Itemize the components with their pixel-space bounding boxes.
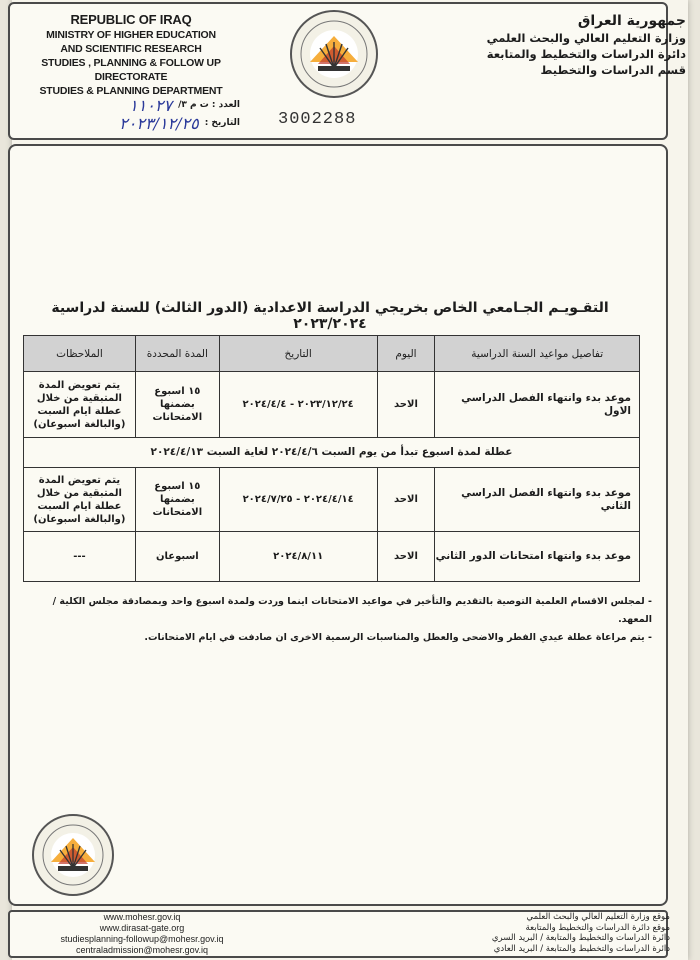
table-row [24, 468, 640, 532]
letterhead-en-line: STUDIES & PLANNING DEPARTMENT [39, 85, 223, 97]
footer-link[interactable]: centraladmission@mohesr.gov.iq [75, 945, 209, 955]
footer-link[interactable]: www.dirasat-gate.org [99, 923, 185, 933]
table-row [24, 532, 640, 582]
ministry-seal-icon [30, 812, 116, 898]
period-duration: اسبوعان [135, 532, 219, 582]
letterhead-en-line: MINISTRY OF HIGHER EDUCATION [46, 29, 216, 41]
column-header: الملاحظات [24, 336, 136, 372]
holiday-row [24, 438, 640, 468]
letterhead-ar-line: قسم الدراسات والتخطيط [540, 63, 686, 77]
arabic-letterhead [446, 12, 686, 78]
footer-label: موقع وزارة التعليم العالي والبحث العلمي [526, 912, 670, 922]
footer-labels [450, 912, 670, 954]
column-header: التاريخ [219, 336, 377, 372]
letterhead-ar-line: جمهورية العراق [577, 13, 686, 29]
footer-links [22, 912, 262, 956]
footnotes [40, 593, 652, 647]
footnote-item: - لمجلس الاقسام العلمية التوصية بالتقديم والتأخير في مواعيد الامتحانات اينما وردت ولمدة اسبوع واحد وبمصادقة مجلس الكلية / المعهد. [52, 596, 652, 625]
period-date: ٢٠٢٤/٨/١١ [219, 532, 377, 582]
holiday-text: عطلة لمدة اسبوع تبدأ من يوم السبت ٢٠٢٤/٤/٦ لغاية السبت ٢٠٢٤/٤/١٣ [24, 438, 640, 468]
period-day: الاحد [377, 532, 435, 582]
document-number: 3002288 [278, 110, 357, 129]
column-header: اليوم [377, 336, 435, 372]
english-letterhead [6, 12, 256, 98]
ref-date-value: ٢٠٢٣/١٢/٢٥ [119, 113, 199, 133]
period-notes: --- [24, 532, 136, 582]
period-duration: ١٥ اسبوع بضمنها الامتحانات [135, 372, 219, 438]
footer-label: موقع دائرة الدراسات والتخطيط والمتابعة [525, 922, 670, 933]
period-day: الاحد [377, 468, 435, 532]
period-duration: ١٥ اسبوع بضمنها الامتحانات [135, 468, 219, 532]
calendar-table [23, 335, 640, 582]
footnote-item: - يتم مراعاة عطلة عيدي الفطر والاضحى والعطل والمناسبات الرسمية الاخرى ان صادفت في ايام الامتحانات. [144, 632, 652, 643]
footer-link[interactable]: www.mohesr.gov.iq [103, 912, 181, 922]
period-notes: يتم تعويض المدة المتبقية من خلال عطلة ايام السبت (والبالغة اسبوعان) [24, 468, 136, 532]
ministry-seal-icon [288, 8, 380, 100]
period-date: ٢٠٢٤/٤/١٤ - ٢٠٢٤/٧/٢٥ [219, 468, 377, 532]
footer-label: دائرة الدراسات والتخطيط والمتابعة / البريد السري [491, 933, 670, 943]
letterhead-en-line: AND SCIENTIFIC RESEARCH [60, 43, 202, 55]
table-header-row [24, 336, 640, 372]
column-header: تفاصيل مواعيد السنة الدراسية [435, 336, 640, 372]
footer-link[interactable]: studiesplanning-followup@mohesr.gov.iq [60, 934, 224, 944]
period-detail: موعد بدء وانتهاء الفصل الدراسي الاول [435, 372, 640, 438]
period-notes: يتم تعويض المدة المتبقية من خلال عطلة ايام السبت (والبالغة اسبوعان) [24, 372, 136, 438]
ref-number-label: العدد : ت م ٣/ [178, 100, 240, 110]
letterhead-en-line: STUDIES , PLANNING & FOLLOW UP DIRECTORATE [41, 57, 221, 83]
period-day: الاحد [377, 372, 435, 438]
letterhead-ar-line: دائرة الدراسات والتخطيط والمتابعة [486, 47, 686, 61]
period-detail: موعد بدء وانتهاء امتحانات الدور الثاني [435, 532, 640, 582]
period-detail: موعد بدء وانتهاء الفصل الدراسي الثاني [435, 468, 640, 532]
footer-label: دائرة الدراسات والتخطيط والمتابعة / البريد العادي [493, 943, 670, 954]
column-header: المدة المحددة [135, 336, 219, 372]
table-row [24, 372, 640, 438]
ref-date-label: التاريخ : [204, 118, 240, 128]
calendar-title: التقـويـم الجـامعي الخاص بخريجي الدراسة الاعدادية (الدور الثالث) للسنة لدراسية ٢٠٢٣/٢٠٢٤ [51, 300, 609, 332]
letterhead-ar-line: وزارة التعليم العالي والبحث العلمي [486, 31, 686, 45]
reference-block [30, 96, 240, 132]
ref-number-value: ١١٠٢٧ [129, 95, 173, 115]
letterhead-en-line: REPUBLIC OF IRAQ [70, 12, 192, 27]
period-date: ٢٠٢٣/١٢/٢٤ - ٢٠٢٤/٤/٤ [219, 372, 377, 438]
